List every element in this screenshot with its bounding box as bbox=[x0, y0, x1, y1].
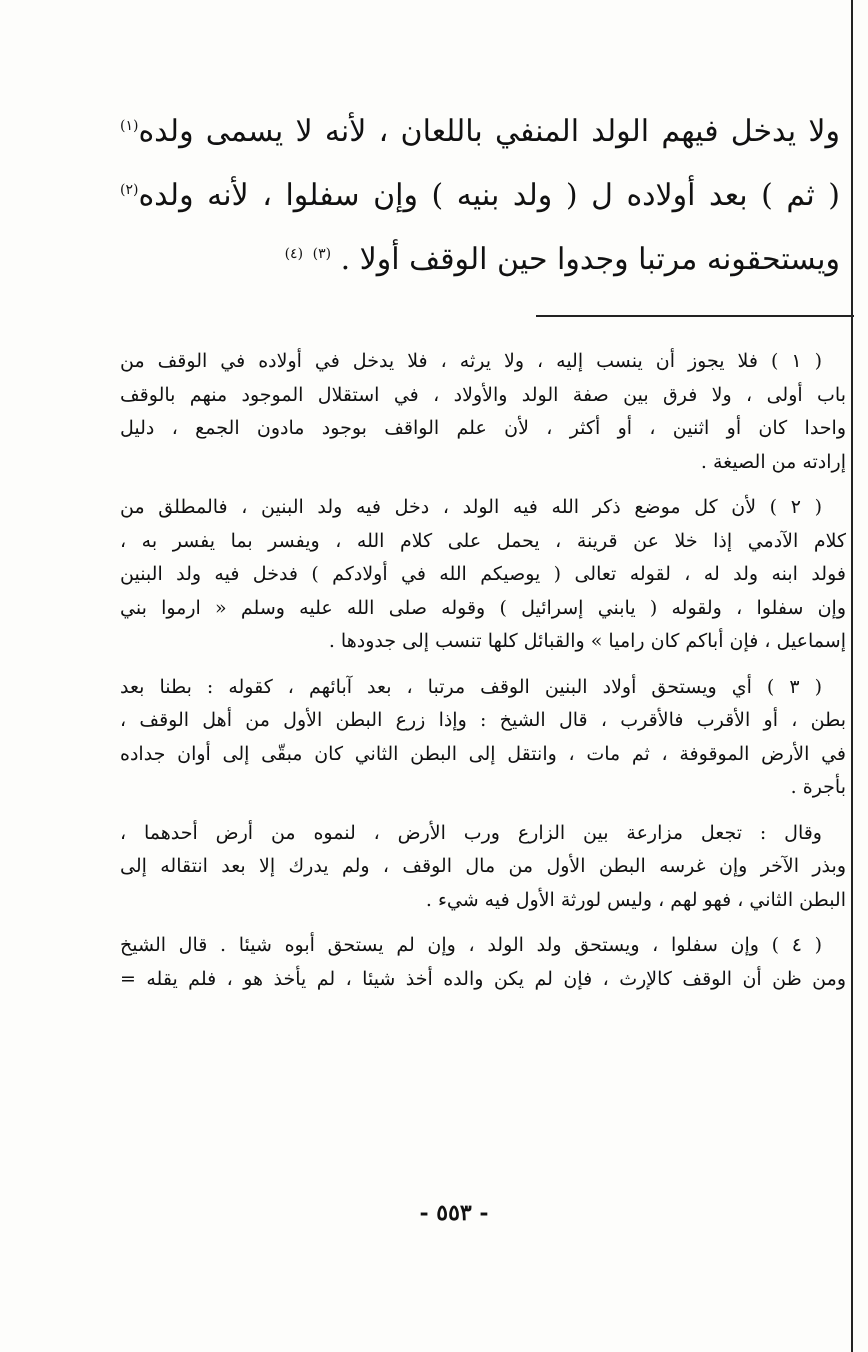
footnote-3-continued bbox=[120, 817, 846, 918]
footnote-ref-1: (١) bbox=[120, 118, 139, 134]
footnote-line: إرادته من الصيغة . bbox=[700, 450, 846, 473]
footnote-2 bbox=[120, 491, 846, 659]
footnote-line: كلام الآدمي إذا خلا عن قرينة ، يحمل على كلام الله ، ويفسر بما يفسر به ، bbox=[120, 529, 846, 552]
footnote-line: واحدا كان أو اثنين ، أو أكثر ، لأن علم الواقف بوجود مادون الجمع ، دليل bbox=[120, 417, 846, 439]
footnote-line: وقال : تجعل مزارعة بين الزارع ورب الأرض ، لنموه من أرض أحدهما ، bbox=[120, 821, 822, 844]
footnote-3 bbox=[120, 671, 846, 805]
footnote-1 bbox=[120, 345, 846, 479]
footnote-line: باب أولى ، ولا فرق بين صفة الولد والأولاد ، في استقلال الموجود منهم بالوقف bbox=[120, 383, 846, 406]
footnote-separator bbox=[536, 315, 854, 317]
page-edge-rule bbox=[851, 0, 853, 1352]
footnote-ref-3: (٣) bbox=[312, 246, 332, 262]
footnote-line: بأجرة . bbox=[790, 776, 846, 798]
main-line-3 bbox=[120, 228, 840, 292]
footnote-line: ( ٤ ) وإن سفلوا ، ويستحق ولد الولد ، وإن لم يستحق أبوه شيئا . قال الشيخ bbox=[120, 934, 823, 956]
main-line-text: ( ثم ) بعد أولاده ل ( ولد بنيه ) وإن سفلوا ، لأنه ولده bbox=[138, 178, 840, 213]
main-line-text: ولا يدخل فيهم الولد المنفي باللعان ، لأنه لا يسمى ولده bbox=[138, 114, 840, 149]
footnote-line: وإن سفلوا ، ولقوله ( يابني إسرائيل ) وقوله صلى الله عليه وسلم « ارموا بني bbox=[120, 596, 846, 619]
footnote-line: ( ٢ ) لأن كل موضع ذكر الله فيه الولد ، دخل فيه ولد البنين ، فالمطلق من bbox=[120, 496, 822, 518]
footnote-line: وبذر الآخر وإن غرسه البطن الأول من مال الوقف ، ولم يدرك إلا بعد انتقاله إلى bbox=[120, 855, 846, 877]
footnote-line: في الأرض الموقوفة ، ثم مات ، وانتقل إلى البطن الثاني كان مبقّى إلى أوان جداده bbox=[120, 742, 846, 765]
main-line-2 bbox=[120, 164, 840, 228]
footnote-line: البطن الثاني ، فهو لهم ، وليس لورثة الأول فيه شيء . bbox=[425, 888, 846, 911]
footnote-line: ومن ظن أن الوقف كالإرث ، فإن لم يكن والده أخذ شيئا ، لم يأخذ هو ، فلم يقله = bbox=[120, 967, 846, 990]
footnote-line: إسماعيل ، فإن أباكم كان راميا » والقبائل كلها تنسب إلى جدودها . bbox=[328, 630, 846, 652]
footnote-4 bbox=[120, 929, 846, 996]
main-text bbox=[120, 100, 840, 292]
footnote-ref-4: (٤) bbox=[284, 246, 304, 262]
page-number: - ٥٥٣ - bbox=[419, 1200, 489, 1226]
main-line-text: ويستحقونه مرتبا وجدوا حين الوقف أولا . bbox=[340, 242, 840, 277]
footnote-line: ( ٣ ) أي ويستحق أولاد البنين الوقف مرتبا ، بعد آبائهم ، كقوله : بطنا بعد bbox=[120, 675, 822, 698]
footnote-line: فولد ابنه ولد له ، لقوله تعالى ( يوصيكم الله في أولادكم ) فدخل فيه ولد البنين bbox=[120, 563, 846, 585]
main-line-1 bbox=[120, 100, 840, 164]
footnotes bbox=[120, 345, 846, 1008]
footnote-line: بطن ، أو الأقرب فالأقرب ، قال الشيخ : وإذا زرع البطن الأول من أهل الوقف ، bbox=[120, 709, 846, 731]
footnote-line: ( ١ ) فلا يجوز أن ينسب إليه ، ولا يرثه ، فلا يدخل في أولاده في الوقف من bbox=[120, 350, 822, 372]
footnote-ref-2: (٢) bbox=[120, 182, 139, 198]
